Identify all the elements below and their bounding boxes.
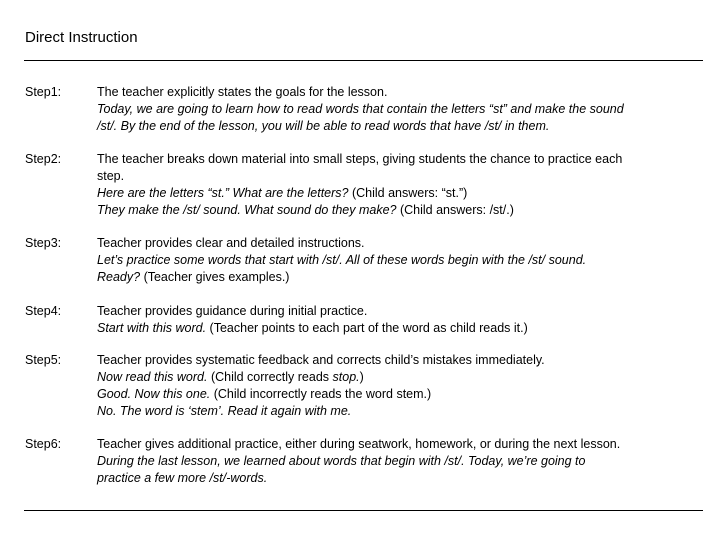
step-text: (Teacher points to each part of the word as child reads it.): [206, 321, 528, 335]
example-script-text: No. The word is ‘stem’. Read it again with me.: [97, 404, 352, 418]
step-text: (Teacher gives examples.): [140, 270, 290, 284]
example-script-text: Here are the letters “st.” What are the letters?: [97, 186, 349, 200]
step-text: (Child incorrectly reads the word stem.): [210, 387, 432, 401]
step-text: Teacher gives additional practice, either during seatwork, homework, or during the next lesson.: [97, 437, 621, 451]
step-text-line: [97, 202, 703, 219]
step-text-line: [97, 118, 703, 135]
step-text: (Child correctly reads: [207, 370, 333, 384]
step-text-line: [97, 168, 703, 185]
step-text: Teacher provides clear and detailed instructions.: [97, 236, 365, 250]
step-text-line: [97, 185, 703, 202]
bottom-divider: [24, 510, 703, 511]
step-text-line: [97, 84, 703, 101]
step-label: Step5:: [25, 353, 62, 367]
step-text: ): [359, 370, 364, 384]
step-description: [97, 235, 703, 286]
step-description: [97, 84, 703, 135]
step-label: Step6:: [25, 437, 62, 451]
step-text-line: [97, 303, 703, 320]
step-label: Step3:: [25, 236, 62, 250]
example-script-text: stop.: [332, 370, 360, 384]
step-text: The teacher breaks down material into small steps, giving students the chance to practice each: [97, 152, 623, 166]
step-text: (Child answers: /st/.): [396, 203, 514, 217]
page-title: Direct Instruction: [25, 29, 138, 46]
step-text-line: [97, 101, 703, 118]
step-text: Teacher provides guidance during initial practice.: [97, 304, 368, 318]
step-description: [97, 352, 703, 420]
step-text-line: [97, 470, 703, 487]
step-text-line: [97, 151, 703, 168]
example-script-text: Start with this word.: [97, 321, 207, 335]
top-divider: [24, 60, 703, 61]
step-description: [97, 303, 703, 337]
step-text-line: [97, 235, 703, 252]
step-label: Step1:: [25, 85, 62, 99]
step-text-line: [97, 252, 703, 269]
example-script-text: During the last lesson, we learned about words that begin with /st/. Today, we’re going to: [97, 454, 586, 468]
step-description: [97, 436, 703, 487]
example-script-text: Let’s practice some words that start with /st/. All of these words begin with the /st/ sound.: [97, 253, 587, 267]
example-script-text: Today, we are going to learn how to read words that contain the letters “st” and make the sound: [97, 102, 624, 116]
step-description: [97, 151, 703, 219]
step-label: Step2:: [25, 152, 62, 166]
step-text: The teacher explicitly states the goals for the lesson.: [97, 85, 388, 99]
step-text-line: [97, 352, 703, 369]
step-text-line: [97, 320, 703, 337]
step-text: Teacher provides systematic feedback and corrects child’s mistakes immediately.: [97, 353, 545, 367]
step-text-line: [97, 386, 703, 403]
step-text-line: [97, 269, 703, 286]
step-text: step.: [97, 169, 125, 183]
step-text: (Child answers: “st.”): [348, 186, 468, 200]
step-text-line: [97, 403, 703, 420]
step-text-line: [97, 436, 703, 453]
example-script-text: practice a few more /st/-words.: [97, 471, 268, 485]
example-script-text: They make the /st/ sound. What sound do they make?: [97, 203, 397, 217]
example-script-text: Ready?: [97, 270, 141, 284]
step-text-line: [97, 453, 703, 470]
step-text-line: [97, 369, 703, 386]
example-script-text: Good. Now this one.: [97, 387, 211, 401]
step-label: Step4:: [25, 304, 62, 318]
example-script-text: Now read this word.: [97, 370, 208, 384]
example-script-text: /st/. By the end of the lesson, you will be able to read words that have /st/ in them.: [97, 119, 550, 133]
